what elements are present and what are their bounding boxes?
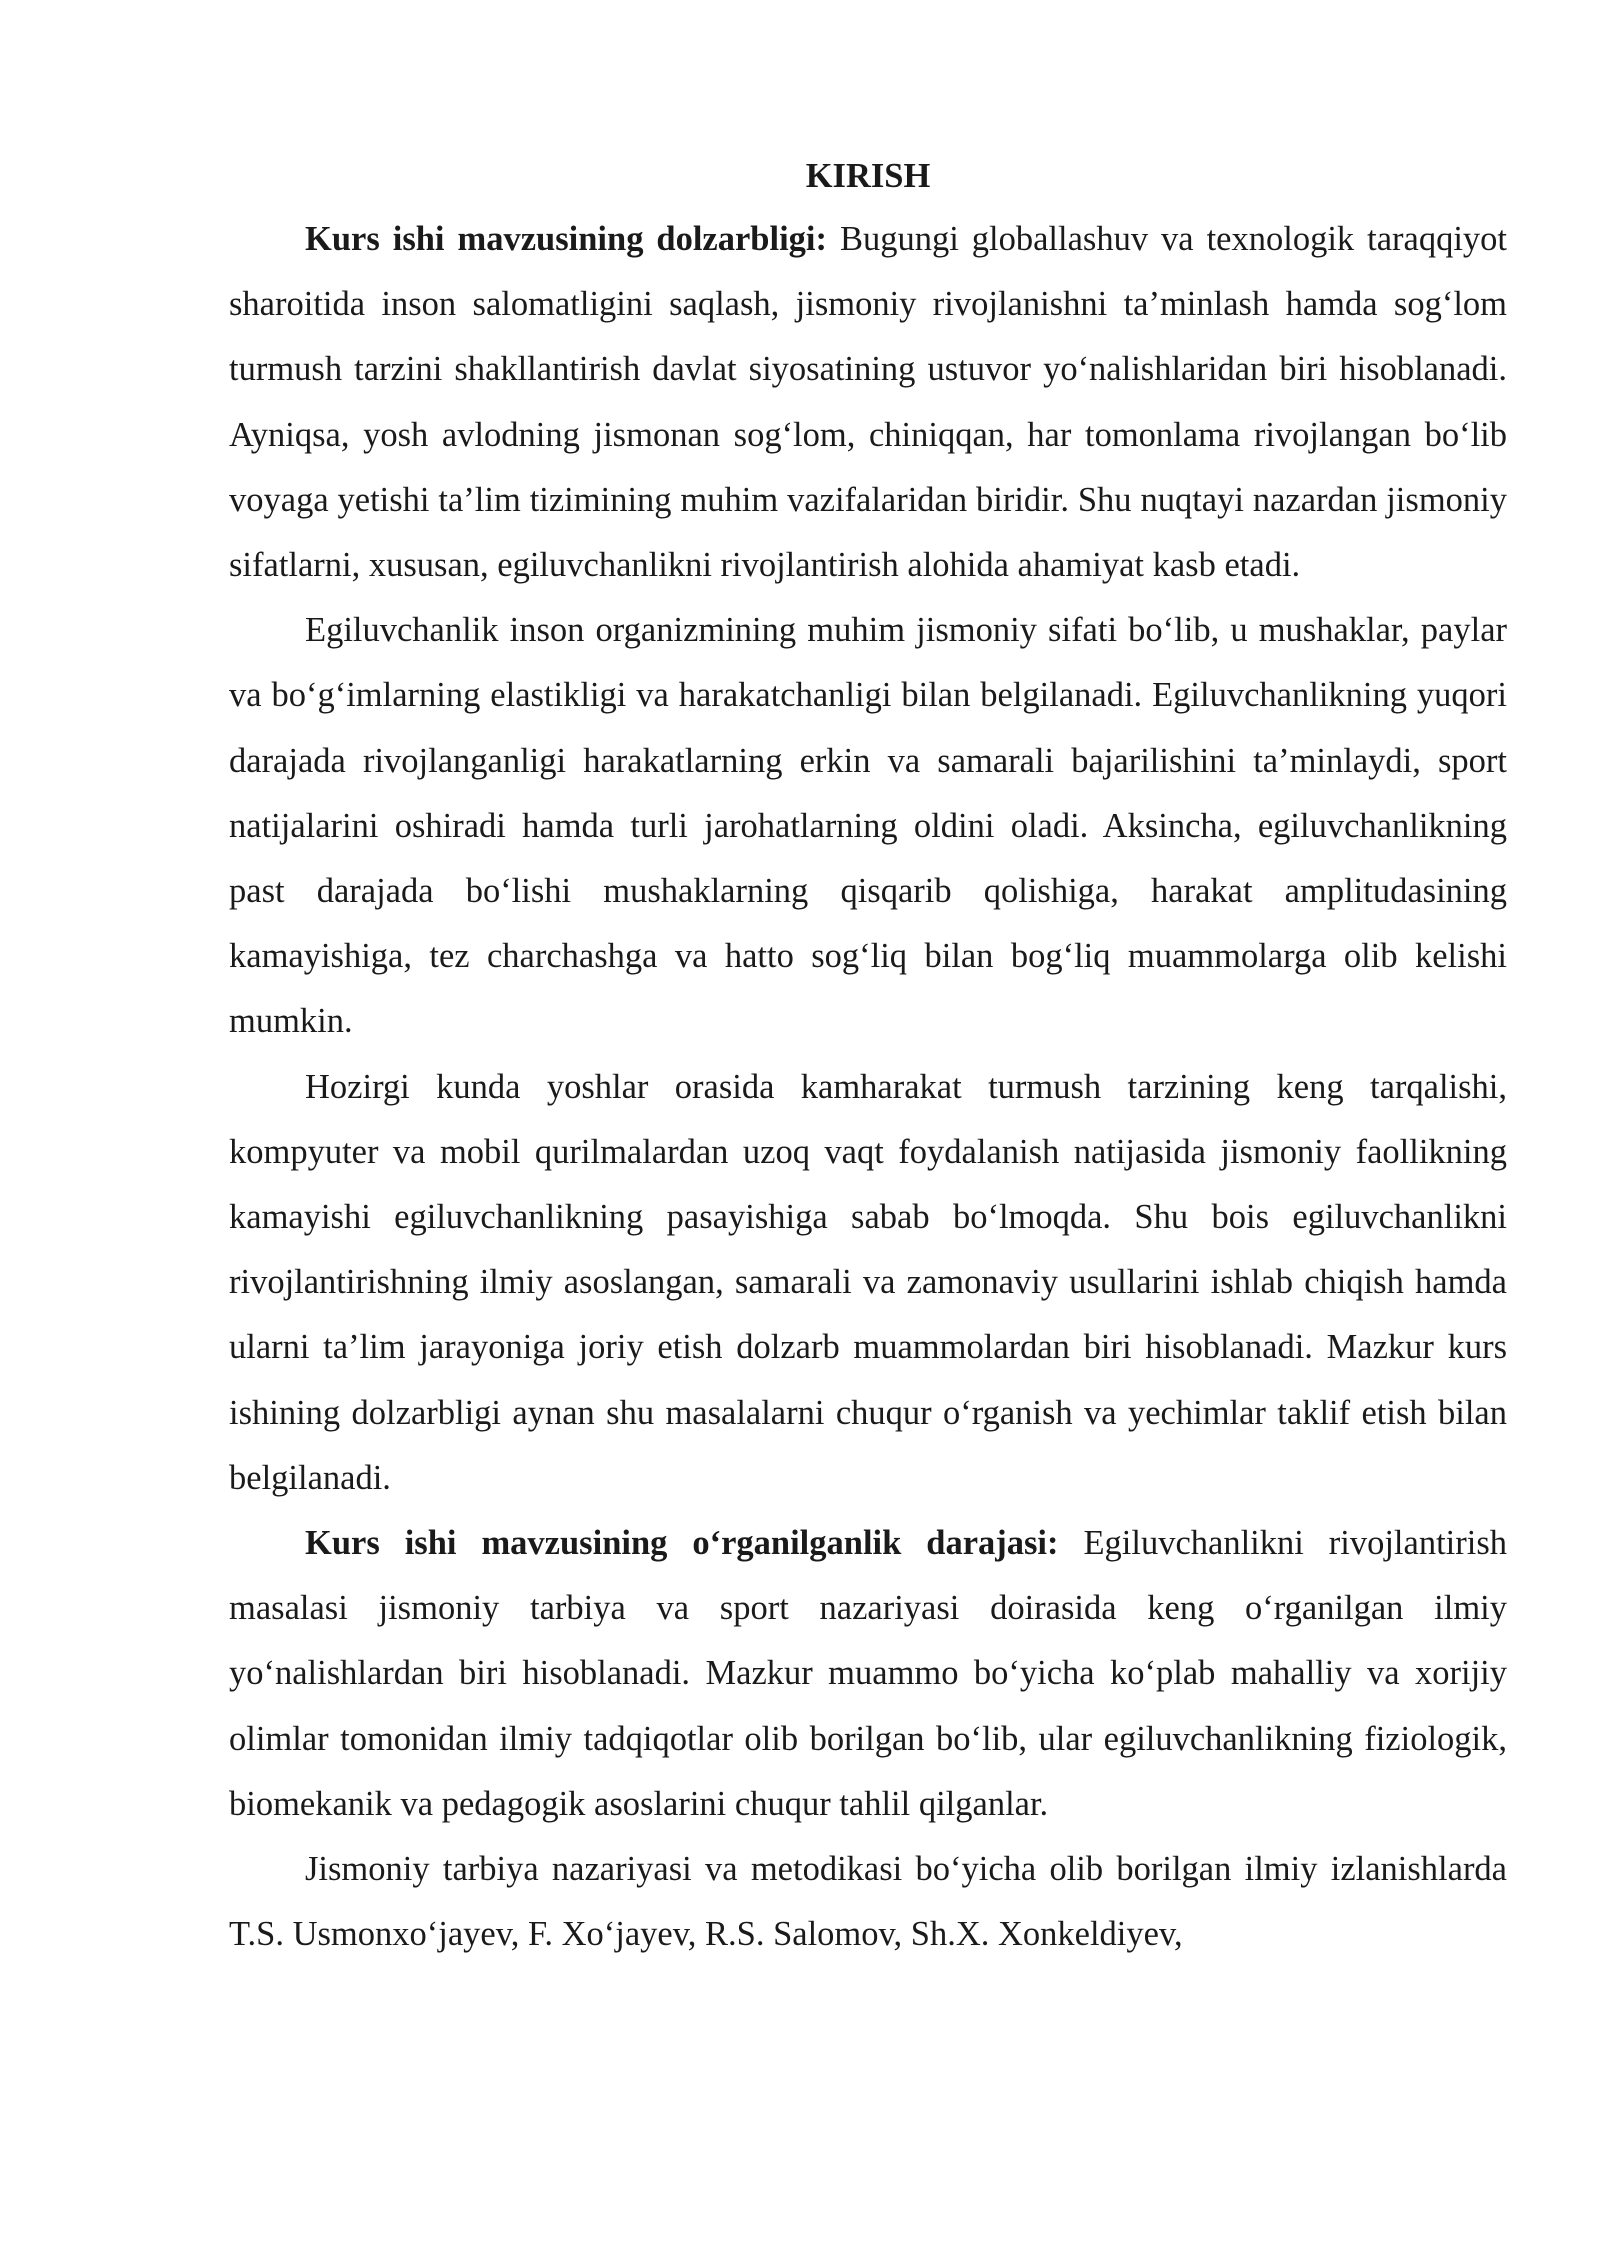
paragraph-text: Egiluvchanlikni rivojlantirish masalasi jismoniy tarbiya va sport nazariyasi doirasida keng o‘rganilgan ilmiy yo‘nalishlardan biri hisoblanadi. Mazkur muammo bo‘yicha ko‘plab mahalliy va xorijiy olimlar tomonidan ilmiy tadqiqotlar olib borilgan bo‘lib, ular egiluvchanlikning fiziologik, biomekanik va pedagogik asoslarini chuqur tahlil qilganlar. bbox=[229, 1524, 1507, 1823]
document-body bbox=[229, 145, 1507, 1967]
paragraph-lead: Kurs ishi mavzusining dolzarbligi: bbox=[305, 220, 827, 258]
paragraph-text: Jismoniy tarbiya nazariyasi va metodikasi bo‘yicha olib borilgan ilmiy izlanishlarda T.S. Usmonxo‘jayev, F. Xo‘jayev, R.S. Salomov, Sh.X. Xonkeldiyev, bbox=[229, 1850, 1507, 1954]
paragraph-youth bbox=[229, 1055, 1507, 1511]
paragraph-relevance bbox=[229, 207, 1507, 598]
paragraph-lead: Kurs ishi mavzusining o‘rganilganlik darajasi: bbox=[305, 1524, 1059, 1563]
paragraph-text: Hozirgi kunda yoshlar orasida kamharakat turmush tarzining keng tarqalishi, kompyuter va mobil qurilmalardan uzoq vaqt foydalanish natijasida jismoniy faollikning kamayishi egiluvchanlikning pasayishiga sabab bo‘lmoqda. Shu bois egiluvchanlikni rivojlantirishning ilmiy asoslangan, samarali va zamonaviy usullarini ishlab chiqish hamda ularni ta’lim jarayoniga joriy etish dolzarb muammolardan biri hisoblanadi. Mazkur kurs ishining dolzarbligi aynan shu masalalarni chuqur o‘rganish va yechimlar taklif etish bilan belgilanadi. bbox=[229, 1067, 1507, 1497]
paragraph-researchers bbox=[229, 1837, 1507, 1967]
paragraph-flexibility bbox=[229, 598, 1507, 1054]
paragraph-text: Egiluvchanlik inson organizmining muhim jismoniy sifati bo‘lib, u mushaklar, paylar va bo‘g‘imlarning elastikligi va harakatchanligi bilan belgilanadi. Egiluvchanlikning yuqori darajada rivojlanganligi harakatlarning erkin va samarali bajarilishini ta’minlaydi, sport natijalarini oshiradi hamda turli jarohatlarning oldini oladi. Aksincha, egiluvchanlikning past darajada bo‘lishi mushaklarning qisqarib qolishiga, harakat amplitudasining kamayishiga, tez charchashga va hatto sog‘liq bilan bog‘liq muammolarga olib kelishi mumkin. bbox=[229, 611, 1507, 1041]
paragraph-text: Bugungi globallashuv va texnologik taraqqiyot sharoitida inson salomatligini saqlash, jismoniy rivojlanishni ta’minlash hamda sog‘lom turmush tarzini shakllantirish davlat siyosatining ustuvor yo‘nalishlaridan biri hisoblanadi. Ayniqsa, yosh avlodning jismonan sog‘lom, chiniqqan, har tomonlama rivojlangan bo‘lib voyaga yetishi ta’lim tizimining muhim vazifalaridan biridir. Shu nuqtayi nazardan jismoniy sifatlarni, xususan, egiluvchanlikni rivojlantirish alohida ahamiyat kasb etadi. bbox=[229, 220, 1507, 585]
page-title: KIRISH bbox=[805, 157, 931, 195]
paragraph-study-level bbox=[229, 1511, 1507, 1837]
